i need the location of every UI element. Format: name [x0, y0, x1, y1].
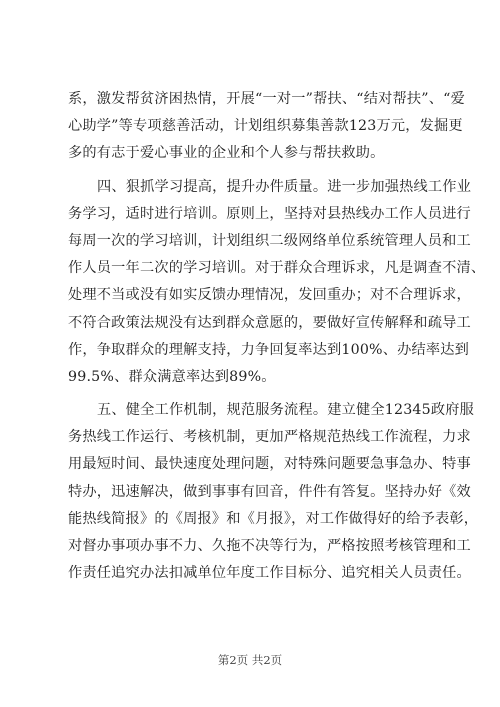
text-line: 务学习，适时进行培训。原则上，坚持对县热线办工作人员进行 [68, 205, 471, 222]
text-line: 不符合政策法规没有达到群众意愿的，要做好宣传解释和疏导工 [68, 314, 471, 331]
paragraph-2 [68, 174, 486, 392]
text-line: 处理不当或没有如实反馈办理情况，发回重办；对不合理诉求， [68, 287, 471, 304]
text-line: 多的有志于爱心事业的企业和个人参与帮扶救助。 [68, 145, 385, 162]
text-line: 作，争取群众的理解支持，力争回复率达到100%、办结率达到 [68, 341, 470, 358]
text-line: 特办，迅速解决，做到事事有回音，件件有答复。坚持办好《效 [68, 483, 471, 500]
text-line: 四、狠抓学习提高，提升办件质量。进一步加强热线工作业 [97, 178, 472, 195]
document-body [68, 86, 486, 587]
text-line: 务热线工作运行、考核机制，更加严格规范热线工作流程，力求 [68, 429, 471, 446]
text-line: 作责任追究办法扣减单位年度工作目标分、追究相关人员责任。 [68, 565, 471, 582]
text-line: 作人员一年二次的学习培训。对于群众合理诉求，凡是调查不清、 [68, 260, 486, 277]
text-line: 五、健全工作机制，规范服务流程。建立健全12345政府服 [97, 402, 475, 419]
page-number-footer: 第2页 共2页 [217, 653, 283, 667]
text-line: 能热线简报》的《周报》和《月报》，对工作做得好的给予表彰， [68, 510, 479, 527]
paragraph-3 [68, 397, 479, 587]
text-line: 心助学”等专项慈善活动，计划组织募集善款123万元，发掘更 [68, 118, 463, 135]
text-line: 系，激发帮贫济困热情，开展“一对一”帮扶、“结对帮扶”、“爱 [68, 91, 465, 107]
text-line: 对督办事项办事不力、久拖不决等行为，严格按照考核管理和工 [68, 538, 471, 554]
text-line: 每周一次的学习培训，计划组织二级网络单位系统管理人员和工 [68, 232, 471, 249]
text-line: 用最短时间、最快速度处理问题，对特殊问题要急事急办、特事 [68, 456, 471, 473]
paragraph-1 [68, 86, 465, 168]
text-line: 99.5%、群众满意率达到89%。 [68, 368, 276, 385]
